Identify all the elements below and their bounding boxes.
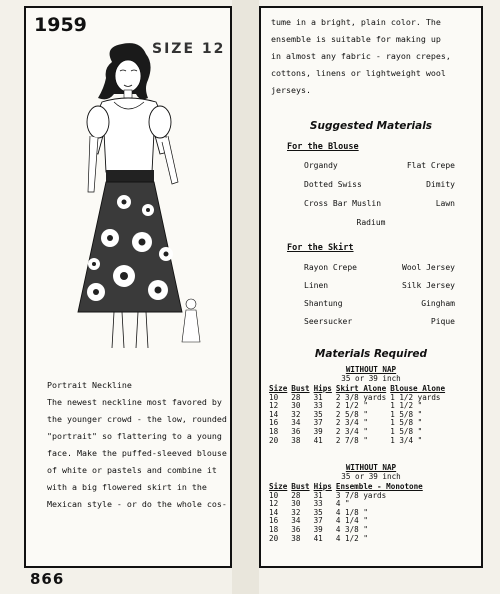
table-cell: 28 — [291, 392, 301, 402]
fashion-illustration — [74, 42, 204, 352]
materials-table-separates — [267, 385, 447, 445]
without-nap-label: WITHOUT NAP — [345, 463, 397, 472]
fabric-item: Lawn — [435, 199, 455, 208]
table-cell: 36 — [291, 426, 301, 436]
fabric-item: Flat Crepe — [406, 161, 455, 170]
table-row — [267, 437, 447, 446]
table-cell: 12 — [269, 401, 279, 411]
table-cell: 1 1/2 " — [390, 401, 423, 411]
fabric-item: Radium — [356, 218, 386, 227]
table-cell: 28 — [291, 490, 301, 500]
text-line: The newest neckline most favored by — [47, 397, 222, 407]
table-cell: 16 — [269, 516, 279, 526]
table-cell: 2 1/2 " — [335, 401, 368, 411]
right-description — [271, 14, 475, 99]
column-header: Hips — [313, 384, 332, 393]
table-cell: 1 5/8 " — [390, 426, 423, 436]
table-cell: 35 — [313, 507, 323, 517]
table-cell: 39 — [313, 426, 323, 436]
left-panel — [24, 6, 232, 568]
table-cell: 10 — [269, 392, 279, 402]
table-cell: 34 — [291, 516, 301, 526]
table-cell: 12 — [269, 499, 279, 509]
table-cell: 30 — [291, 401, 301, 411]
table-cell: 4 " — [335, 499, 350, 509]
table-cell: 18 — [269, 426, 279, 436]
table-cell: 30 — [291, 499, 301, 509]
table-cell: 18 — [269, 524, 279, 534]
table-cell: 20 — [269, 533, 279, 543]
table-cell: 14 — [269, 507, 279, 517]
without-nap-label: WITHOUT NAP — [345, 365, 397, 374]
pattern-number: 1959 — [34, 14, 87, 36]
table-cell: 38 — [291, 435, 301, 445]
materials-required-heading: Materials Required — [314, 348, 428, 360]
text-line: of white or pastels and combine it — [47, 465, 217, 475]
fabric-item: Dimity — [426, 180, 455, 189]
column-header: Blouse Alone — [390, 384, 446, 393]
right-panel — [259, 6, 483, 568]
nap-caption — [261, 365, 481, 383]
table-cell: 34 — [291, 418, 301, 428]
fabric-item: Dotted Swiss — [304, 180, 362, 189]
fabric-width: 35 or 39 inch — [341, 472, 401, 481]
table-cell: 33 — [313, 401, 323, 411]
table-cell: 36 — [291, 524, 301, 534]
table-cell: 16 — [269, 418, 279, 428]
column-header: Size — [269, 482, 288, 491]
table-cell: 39 — [313, 524, 323, 534]
table-cell: 1 3/4 " — [390, 435, 423, 445]
fabric-width: 35 or 39 inch — [341, 374, 401, 383]
fabric-item: Pique — [430, 317, 455, 326]
fabric-item: Linen — [304, 281, 329, 290]
nap-caption — [261, 463, 481, 481]
column-header: Ensemble - Monotone — [335, 482, 423, 491]
text-line: ensemble is suitable for making up — [271, 34, 441, 44]
materials-table-ensemble — [267, 483, 425, 543]
column-header: Size — [269, 384, 288, 393]
table-cell: 32 — [291, 507, 301, 517]
size-label: SIZE 12 — [152, 41, 226, 57]
table-cell: 41 — [313, 533, 323, 543]
fabric-item: Gingham — [421, 299, 455, 308]
fabric-item: Cross Bar Muslin — [304, 199, 382, 208]
table-cell: 4 3/8 " — [335, 524, 368, 534]
table-cell: 41 — [313, 435, 323, 445]
page-number: 866 — [30, 570, 65, 588]
fabric-item: Wool Jersey — [402, 263, 455, 272]
text-line: "portrait" so flattering to a young — [47, 431, 222, 441]
table-row — [267, 535, 425, 544]
table-cell: 37 — [313, 418, 323, 428]
table-cell: 4 1/4 " — [335, 516, 368, 526]
table-cell: 2 3/4 " — [335, 418, 368, 428]
table-cell: 2 7/8 " — [335, 435, 368, 445]
column-header: Bust — [291, 482, 310, 491]
table-cell: 4 1/8 " — [335, 507, 368, 517]
table-cell: 1 5/8 " — [390, 409, 423, 419]
table-cell: 2 3/4 " — [335, 426, 368, 436]
text-line: with a big flowered skirt in the — [47, 482, 207, 492]
table-cell: 2 5/8 " — [335, 409, 368, 419]
table-cell: 4 1/2 " — [335, 533, 368, 543]
blouse-heading: For the Blouse — [287, 142, 359, 152]
column-header: Bust — [291, 384, 310, 393]
fabric-item: Rayon Crepe — [304, 263, 357, 272]
table-cell: 37 — [313, 516, 323, 526]
fabric-item: Shantung — [304, 299, 343, 308]
fabric-item: Organdy — [304, 161, 338, 170]
column-header: Hips — [313, 482, 332, 491]
table-cell: 33 — [313, 499, 323, 509]
table-cell: 2 3/8 yards — [335, 392, 387, 402]
table-cell: 3 7/8 yards — [335, 490, 387, 500]
text-line: the younger crowd - the low, rounded — [47, 414, 227, 424]
fabric-item: Silk Jersey — [402, 281, 455, 290]
table-cell: 35 — [313, 409, 323, 419]
table-cell: 38 — [291, 533, 301, 543]
table-cell: 10 — [269, 490, 279, 500]
text-line: jerseys. — [271, 85, 311, 95]
suggested-materials-heading: Suggested Materials — [309, 120, 433, 132]
table-cell: 31 — [313, 392, 323, 402]
text-line: Mexican style - or do the whole cos- — [47, 499, 227, 509]
text-line: tume in a bright, plain color. The — [271, 17, 441, 27]
table-cell: 1 1/2 yards — [390, 392, 441, 402]
text-line: cottons, linens or lightweight wool — [271, 68, 446, 78]
left-description — [47, 377, 227, 513]
table-cell: 1 5/8 " — [390, 418, 423, 428]
text-line: in almost any fabric - rayon crepes, — [271, 51, 451, 61]
fabric-item: Seersucker — [304, 317, 353, 326]
table-cell: 31 — [313, 490, 323, 500]
text-line: face. Make the puffed-sleeved blouse — [47, 448, 227, 458]
table-cell: 32 — [291, 409, 301, 419]
table-cell: 14 — [269, 409, 279, 419]
skirt-heading: For the Skirt — [287, 243, 354, 253]
column-header: Skirt Alone — [335, 384, 387, 393]
section-title: Portrait Neckline — [47, 380, 132, 390]
table-cell: 20 — [269, 435, 279, 445]
center-gutter — [232, 0, 259, 594]
